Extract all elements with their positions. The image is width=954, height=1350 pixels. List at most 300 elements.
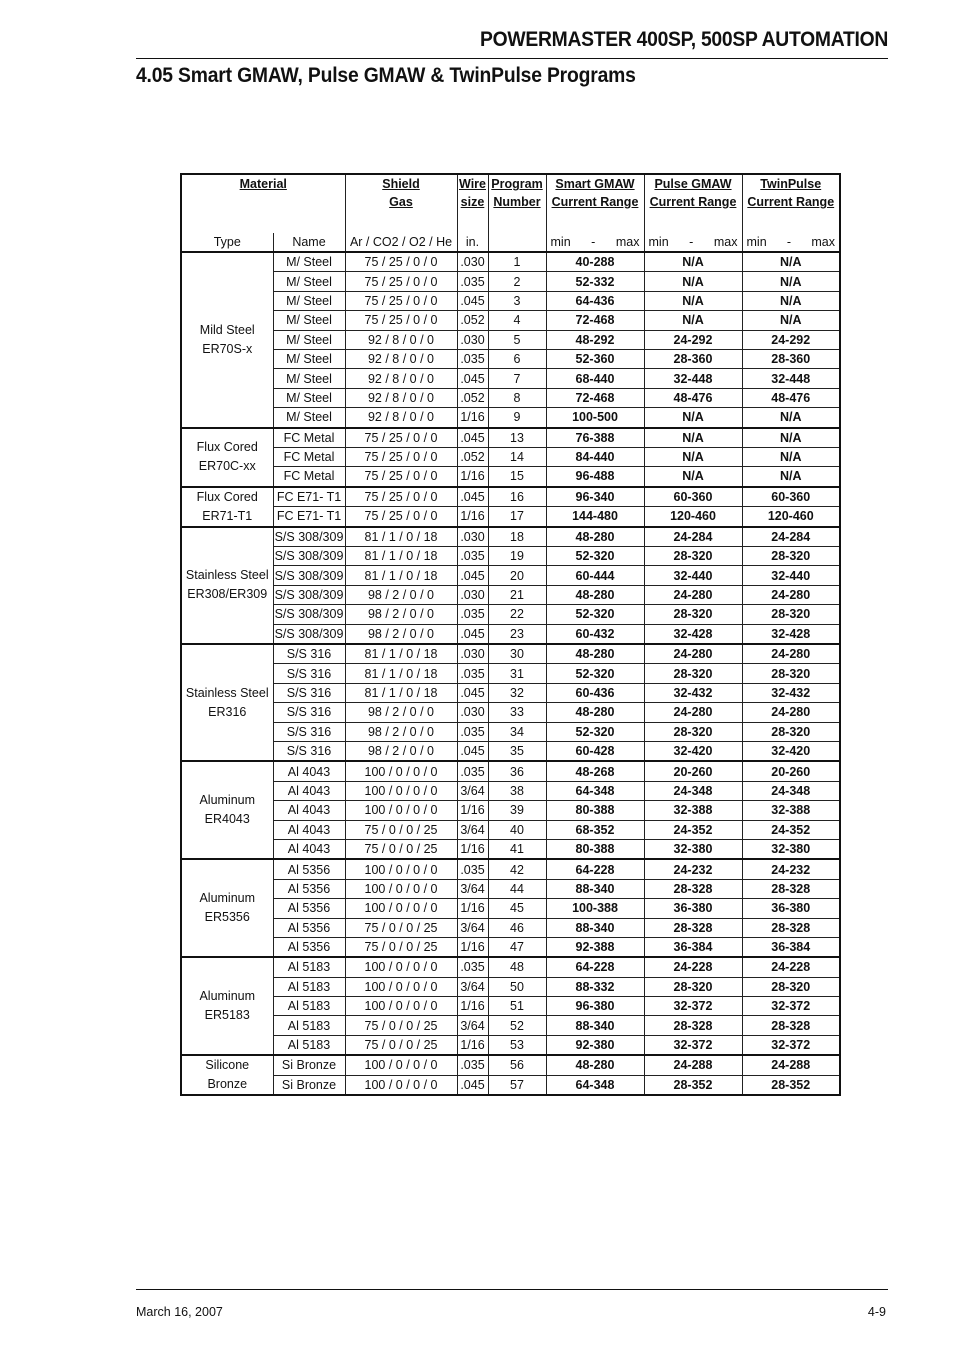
pulse-gmaw-range-cell: 28-328	[644, 1016, 742, 1035]
twinpulse-range-cell: 24-284	[742, 527, 840, 547]
wire-size-cell: .045	[457, 428, 488, 448]
material-type-cell	[181, 957, 273, 1055]
program-number-cell: 50	[488, 977, 546, 996]
wire-size-cell: 1/16	[457, 839, 488, 859]
shield-gas-cell: 92 / 8 / 0 / 0	[345, 388, 457, 407]
material-name-cell: Al 4043	[273, 839, 345, 859]
material-name-cell: S/S 308/309	[273, 585, 345, 604]
material-type-line1: Stainless Steel	[185, 685, 269, 700]
header-program-number: Program Number	[488, 174, 546, 215]
table-row	[181, 467, 840, 487]
material-name-cell: M/ Steel	[273, 408, 345, 428]
pulse-gmaw-range-cell: 32-372	[644, 997, 742, 1016]
table-row	[181, 859, 840, 879]
program-number-cell: 53	[488, 1035, 546, 1055]
pulse-gmaw-range-cell: 32-448	[644, 369, 742, 388]
twinpulse-range-cell: 28-328	[742, 879, 840, 898]
shield-gas-cell: 100 / 0 / 0 / 0	[345, 879, 457, 898]
table-row	[181, 1035, 840, 1055]
shield-gas-cell: 100 / 0 / 0 / 0	[345, 801, 457, 820]
table-row	[181, 839, 840, 859]
material-type-cell	[181, 527, 273, 644]
material-name-cell: S/S 316	[273, 644, 345, 664]
wire-size-cell: .045	[457, 369, 488, 388]
pulse-gmaw-range-cell: 24-284	[644, 527, 742, 547]
twinpulse-range-cell: 24-280	[742, 703, 840, 722]
table-row	[181, 644, 840, 664]
material-type-line1: Mild Steel	[199, 322, 255, 337]
twinpulse-range-cell: 24-288	[742, 1055, 840, 1075]
shield-gas-cell: 100 / 0 / 0 / 0	[345, 781, 457, 800]
material-name-cell: S/S 316	[273, 741, 345, 761]
twinpulse-range-cell: 24-292	[742, 330, 840, 349]
pulse-gmaw-range-cell: 24-288	[644, 1055, 742, 1075]
table-row	[181, 507, 840, 527]
program-number-cell: 4	[488, 311, 546, 330]
shield-gas-cell: 100 / 0 / 0 / 0	[345, 859, 457, 879]
pulse-gmaw-range-cell: 24-280	[644, 644, 742, 664]
twinpulse-range-cell: N/A	[742, 447, 840, 466]
wire-size-cell: 1/16	[457, 997, 488, 1016]
smart-gmaw-range-cell: 80-388	[546, 801, 644, 820]
program-number-cell: 42	[488, 859, 546, 879]
wire-size-cell: .035	[457, 957, 488, 977]
twinpulse-range-cell: 48-476	[742, 388, 840, 407]
table-row	[181, 997, 840, 1016]
material-name-cell: M/ Steel	[273, 330, 345, 349]
smart-gmaw-range-cell: 72-468	[546, 311, 644, 330]
program-number-cell: 17	[488, 507, 546, 527]
table-header	[181, 174, 840, 252]
header-wire-size: Wire size	[457, 174, 488, 215]
header-name: Name	[273, 233, 345, 252]
material-name-cell: M/ Steel	[273, 272, 345, 291]
material-name-cell: M/ Steel	[273, 291, 345, 310]
twinpulse-range-cell: 32-380	[742, 839, 840, 859]
pulse-gmaw-range-cell: 24-232	[644, 859, 742, 879]
material-name-cell: Al 5183	[273, 1035, 345, 1055]
table-row	[181, 605, 840, 624]
material-type-cell	[181, 1055, 273, 1095]
material-type-line2: ER5183	[204, 1008, 250, 1023]
table-body	[181, 252, 840, 1095]
program-number-cell: 45	[488, 899, 546, 918]
wire-size-cell: .035	[457, 664, 488, 683]
twinpulse-range-cell: N/A	[742, 311, 840, 330]
smart-gmaw-range-cell: 52-320	[546, 547, 644, 566]
program-number-cell: 30	[488, 644, 546, 664]
material-name-cell: S/S 316	[273, 722, 345, 741]
program-number-cell: 33	[488, 703, 546, 722]
twinpulse-range-cell: 28-320	[742, 605, 840, 624]
smart-gmaw-range-cell: 64-228	[546, 859, 644, 879]
pulse-gmaw-range-cell: 28-320	[644, 547, 742, 566]
table-row	[181, 527, 840, 547]
smart-gmaw-range-cell: 64-228	[546, 957, 644, 977]
smart-gmaw-range-cell: 92-388	[546, 937, 644, 957]
table-row	[181, 311, 840, 330]
shield-gas-cell: 98 / 2 / 0 / 0	[345, 585, 457, 604]
program-number-cell: 18	[488, 527, 546, 547]
wire-size-cell: 1/16	[457, 937, 488, 957]
pulse-gmaw-range-cell: 32-388	[644, 801, 742, 820]
program-number-cell: 13	[488, 428, 546, 448]
wire-size-cell: .035	[457, 1055, 488, 1075]
shield-gas-cell: 81 / 1 / 0 / 18	[345, 644, 457, 664]
material-type-line2: ER316	[208, 704, 247, 719]
footer-date: March 16, 2007	[136, 1305, 223, 1319]
shield-gas-cell: 75 / 0 / 0 / 25	[345, 820, 457, 839]
material-type-line2: ER70C-xx	[198, 459, 256, 474]
pulse-gmaw-range-cell: 32-372	[644, 1035, 742, 1055]
twinpulse-range-cell: 28-320	[742, 664, 840, 683]
twinpulse-range-cell: 32-428	[742, 624, 840, 644]
table-row	[181, 566, 840, 585]
shield-gas-cell: 75 / 0 / 0 / 25	[345, 839, 457, 859]
program-number-cell: 32	[488, 683, 546, 702]
shield-gas-cell: 100 / 0 / 0 / 0	[345, 977, 457, 996]
shield-gas-cell: 75 / 25 / 0 / 0	[345, 467, 457, 487]
shield-gas-cell: 75 / 25 / 0 / 0	[345, 291, 457, 310]
pulse-gmaw-range-cell: N/A	[644, 252, 742, 272]
twinpulse-range-cell: 24-348	[742, 781, 840, 800]
material-name-cell: Al 5183	[273, 1016, 345, 1035]
table-row	[181, 977, 840, 996]
table-row	[181, 585, 840, 604]
pulse-gmaw-range-cell: 28-328	[644, 879, 742, 898]
shield-gas-cell: 75 / 25 / 0 / 0	[345, 252, 457, 272]
wire-size-cell: .045	[457, 487, 488, 507]
wire-size-cell: .030	[457, 585, 488, 604]
twinpulse-range-cell: 28-320	[742, 547, 840, 566]
table-row	[181, 291, 840, 310]
twinpulse-range-cell: 32-440	[742, 566, 840, 585]
table-row	[181, 918, 840, 937]
material-name-cell: Al 5183	[273, 997, 345, 1016]
pulse-gmaw-range-cell: 60-360	[644, 487, 742, 507]
pulse-gmaw-range-cell: 24-280	[644, 585, 742, 604]
shield-gas-cell: 81 / 1 / 0 / 18	[345, 527, 457, 547]
shield-gas-cell: 75 / 25 / 0 / 0	[345, 311, 457, 330]
program-number-cell: 31	[488, 664, 546, 683]
table-row	[181, 761, 840, 781]
table-row	[181, 388, 840, 407]
material-type-line2: ER71-T1	[202, 508, 253, 523]
smart-gmaw-range-cell: 64-436	[546, 291, 644, 310]
material-name-cell: Al 5183	[273, 977, 345, 996]
shield-gas-cell: 75 / 25 / 0 / 0	[345, 272, 457, 291]
table-row	[181, 487, 840, 507]
pulse-gmaw-range-cell: 32-440	[644, 566, 742, 585]
table-row	[181, 664, 840, 683]
smart-gmaw-range-cell: 48-280	[546, 527, 644, 547]
program-number-cell: 7	[488, 369, 546, 388]
wire-size-cell: .035	[457, 547, 488, 566]
smart-gmaw-range-cell: 84-440	[546, 447, 644, 466]
wire-size-cell: .035	[457, 859, 488, 879]
pulse-gmaw-range-cell: 32-380	[644, 839, 742, 859]
table-row	[181, 272, 840, 291]
twinpulse-range-cell: 24-232	[742, 859, 840, 879]
shield-gas-cell: 98 / 2 / 0 / 0	[345, 703, 457, 722]
material-type-cell	[181, 252, 273, 428]
pulse-gmaw-range-cell: 24-228	[644, 957, 742, 977]
section-title: 4.05 Smart GMAW, Pulse GMAW & TwinPulse Programs	[136, 64, 636, 87]
shield-gas-cell: 100 / 0 / 0 / 0	[345, 997, 457, 1016]
twinpulse-range-cell: N/A	[742, 252, 840, 272]
material-type-line2: ER70S-x	[202, 341, 253, 356]
program-number-cell: 8	[488, 388, 546, 407]
table-row	[181, 349, 840, 368]
material-name-cell: Al 5356	[273, 937, 345, 957]
smart-gmaw-range-cell: 52-360	[546, 349, 644, 368]
material-type-line1: Silicone	[205, 1058, 250, 1073]
header-pulse-range-units: min - max	[644, 233, 742, 252]
material-name-cell: FC Metal	[273, 467, 345, 487]
material-name-cell: Si Bronze	[273, 1075, 345, 1095]
twinpulse-range-cell: N/A	[742, 272, 840, 291]
material-name-cell: S/S 316	[273, 664, 345, 683]
program-number-cell: 9	[488, 408, 546, 428]
wire-size-cell: .035	[457, 605, 488, 624]
shield-gas-cell: 81 / 1 / 0 / 18	[345, 566, 457, 585]
table-row	[181, 957, 840, 977]
header-type: Type	[181, 233, 273, 252]
wire-size-cell: 3/64	[457, 1016, 488, 1035]
smart-gmaw-range-cell: 40-288	[546, 252, 644, 272]
shield-gas-cell: 98 / 2 / 0 / 0	[345, 741, 457, 761]
program-number-cell: 5	[488, 330, 546, 349]
pulse-gmaw-range-cell: 48-476	[644, 388, 742, 407]
program-number-cell: 38	[488, 781, 546, 800]
pulse-gmaw-range-cell: N/A	[644, 447, 742, 466]
program-number-cell: 46	[488, 918, 546, 937]
material-type-cell	[181, 644, 273, 761]
twinpulse-range-cell: 28-328	[742, 1016, 840, 1035]
smart-gmaw-range-cell: 88-340	[546, 918, 644, 937]
wire-size-cell: .045	[457, 741, 488, 761]
pulse-gmaw-range-cell: 32-428	[644, 624, 742, 644]
pulse-gmaw-range-cell: 20-260	[644, 761, 742, 781]
smart-gmaw-range-cell: 96-488	[546, 467, 644, 487]
twinpulse-range-cell: 24-280	[742, 644, 840, 664]
material-name-cell: Al 5356	[273, 859, 345, 879]
material-name-cell: S/S 308/309	[273, 547, 345, 566]
material-name-cell: Al 4043	[273, 820, 345, 839]
program-number-cell: 36	[488, 761, 546, 781]
material-name-cell: M/ Steel	[273, 349, 345, 368]
twinpulse-range-cell: 32-372	[742, 1035, 840, 1055]
table-row	[181, 252, 840, 272]
smart-gmaw-range-cell: 60-428	[546, 741, 644, 761]
smart-gmaw-range-cell: 144-480	[546, 507, 644, 527]
twinpulse-range-cell: 32-448	[742, 369, 840, 388]
material-type-line1: Flux Cored	[196, 489, 258, 504]
wire-size-cell: .045	[457, 683, 488, 702]
footer-page-number: 4-9	[867, 1305, 886, 1319]
smart-gmaw-range-cell: 52-332	[546, 272, 644, 291]
smart-gmaw-range-cell: 92-380	[546, 1035, 644, 1055]
material-name-cell: Al 4043	[273, 761, 345, 781]
table-row	[181, 428, 840, 448]
material-type-line2: ER4043	[204, 812, 250, 827]
shield-gas-cell: 92 / 8 / 0 / 0	[345, 369, 457, 388]
program-number-cell: 56	[488, 1055, 546, 1075]
shield-gas-cell: 81 / 1 / 0 / 18	[345, 683, 457, 702]
material-type-line1: Aluminum	[199, 989, 256, 1004]
header-wire-units: in.	[457, 233, 488, 252]
header-rule	[136, 58, 888, 59]
table-row	[181, 547, 840, 566]
material-name-cell: FC E71- T1	[273, 507, 345, 527]
shield-gas-cell: 100 / 0 / 0 / 0	[345, 899, 457, 918]
shield-gas-cell: 75 / 25 / 0 / 0	[345, 487, 457, 507]
smart-gmaw-range-cell: 60-432	[546, 624, 644, 644]
material-name-cell: S/S 308/309	[273, 566, 345, 585]
table-row	[181, 1016, 840, 1035]
material-name-cell: M/ Steel	[273, 252, 345, 272]
footer-rule	[136, 1289, 888, 1290]
smart-gmaw-range-cell: 80-388	[546, 839, 644, 859]
material-name-cell: Si Bronze	[273, 1055, 345, 1075]
shield-gas-cell: 75 / 25 / 0 / 0	[345, 447, 457, 466]
shield-gas-cell: 98 / 2 / 0 / 0	[345, 722, 457, 741]
material-name-cell: FC Metal	[273, 447, 345, 466]
material-type-line2: ER308/ER309	[187, 587, 268, 602]
program-number-cell: 20	[488, 566, 546, 585]
wire-size-cell: .030	[457, 252, 488, 272]
program-number-cell: 34	[488, 722, 546, 741]
wire-size-cell: .045	[457, 1075, 488, 1095]
pulse-gmaw-range-cell: 28-320	[644, 664, 742, 683]
program-number-cell: 16	[488, 487, 546, 507]
smart-gmaw-range-cell: 48-268	[546, 761, 644, 781]
twinpulse-range-cell: 28-352	[742, 1075, 840, 1095]
header-smart-gmaw: Smart GMAW Current Range	[546, 174, 644, 215]
table-row	[181, 1075, 840, 1095]
wire-size-cell: .035	[457, 349, 488, 368]
wire-size-cell: .030	[457, 644, 488, 664]
wire-size-cell: 3/64	[457, 918, 488, 937]
pulse-gmaw-range-cell: 24-348	[644, 781, 742, 800]
twinpulse-range-cell: 28-320	[742, 722, 840, 741]
wire-size-cell: .052	[457, 311, 488, 330]
wire-size-cell: .035	[457, 722, 488, 741]
table-row	[181, 447, 840, 466]
twinpulse-range-cell: 28-320	[742, 977, 840, 996]
wire-size-cell: .045	[457, 624, 488, 644]
material-name-cell: S/S 308/309	[273, 527, 345, 547]
material-name-cell: Al 5183	[273, 957, 345, 977]
material-type-cell	[181, 859, 273, 957]
smart-gmaw-range-cell: 76-388	[546, 428, 644, 448]
program-number-cell: 51	[488, 997, 546, 1016]
header-material: Material	[239, 177, 287, 191]
smart-gmaw-range-cell: 96-380	[546, 997, 644, 1016]
pulse-gmaw-range-cell: N/A	[644, 272, 742, 291]
wire-size-cell: .030	[457, 330, 488, 349]
wire-size-cell: 1/16	[457, 467, 488, 487]
twinpulse-range-cell: 120-460	[742, 507, 840, 527]
material-type-line1: Aluminum	[199, 891, 256, 906]
shield-gas-cell: 75 / 25 / 0 / 0	[345, 428, 457, 448]
program-number-cell: 48	[488, 957, 546, 977]
table-row	[181, 722, 840, 741]
table-row	[181, 1055, 840, 1075]
table-row	[181, 330, 840, 349]
smart-gmaw-range-cell: 68-440	[546, 369, 644, 388]
wire-size-cell: 1/16	[457, 507, 488, 527]
material-name-cell: S/S 316	[273, 703, 345, 722]
pulse-gmaw-range-cell: 120-460	[644, 507, 742, 527]
wire-size-cell: .035	[457, 761, 488, 781]
shield-gas-cell: 92 / 8 / 0 / 0	[345, 330, 457, 349]
material-name-cell: FC Metal	[273, 428, 345, 448]
twinpulse-range-cell: 60-360	[742, 487, 840, 507]
table-row	[181, 408, 840, 428]
shield-gas-cell: 75 / 0 / 0 / 25	[345, 918, 457, 937]
pulse-gmaw-range-cell: 24-292	[644, 330, 742, 349]
pulse-gmaw-range-cell: N/A	[644, 408, 742, 428]
program-number-cell: 6	[488, 349, 546, 368]
twinpulse-range-cell: N/A	[742, 408, 840, 428]
smart-gmaw-range-cell: 52-320	[546, 664, 644, 683]
program-number-cell: 1	[488, 252, 546, 272]
material-name-cell: S/S 308/309	[273, 624, 345, 644]
pulse-gmaw-range-cell: 32-432	[644, 683, 742, 702]
wire-size-cell: 1/16	[457, 801, 488, 820]
program-number-cell: 3	[488, 291, 546, 310]
table-row	[181, 801, 840, 820]
table-row	[181, 820, 840, 839]
program-number-cell: 14	[488, 447, 546, 466]
wire-size-cell: 1/16	[457, 1035, 488, 1055]
twinpulse-range-cell: N/A	[742, 467, 840, 487]
smart-gmaw-range-cell: 64-348	[546, 781, 644, 800]
table-row	[181, 781, 840, 800]
material-name-cell: Al 4043	[273, 781, 345, 800]
program-number-cell: 40	[488, 820, 546, 839]
pulse-gmaw-range-cell: N/A	[644, 467, 742, 487]
shield-gas-cell: 75 / 0 / 0 / 25	[345, 937, 457, 957]
shield-gas-cell: 92 / 8 / 0 / 0	[345, 349, 457, 368]
header-gas-units: Ar / CO2 / O2 / He	[345, 233, 457, 252]
twinpulse-range-cell: 36-380	[742, 899, 840, 918]
material-name-cell: FC E71- T1	[273, 487, 345, 507]
shield-gas-cell: 98 / 2 / 0 / 0	[345, 624, 457, 644]
shield-gas-cell: 75 / 0 / 0 / 25	[345, 1016, 457, 1035]
pulse-gmaw-range-cell: 28-360	[644, 349, 742, 368]
material-name-cell: M/ Steel	[273, 311, 345, 330]
table-row	[181, 879, 840, 898]
twinpulse-range-cell: 32-420	[742, 741, 840, 761]
pulse-gmaw-range-cell: 32-420	[644, 741, 742, 761]
program-number-cell: 35	[488, 741, 546, 761]
shield-gas-cell: 100 / 0 / 0 / 0	[345, 1075, 457, 1095]
shield-gas-cell: 100 / 0 / 0 / 0	[345, 761, 457, 781]
shield-gas-cell: 100 / 0 / 0 / 0	[345, 1055, 457, 1075]
shield-gas-cell: 98 / 2 / 0 / 0	[345, 605, 457, 624]
program-number-cell: 57	[488, 1075, 546, 1095]
smart-gmaw-range-cell: 88-332	[546, 977, 644, 996]
smart-gmaw-range-cell: 100-388	[546, 899, 644, 918]
program-number-cell: 2	[488, 272, 546, 291]
pulse-gmaw-range-cell: N/A	[644, 291, 742, 310]
twinpulse-range-cell: 28-360	[742, 349, 840, 368]
pulse-gmaw-range-cell: 28-320	[644, 722, 742, 741]
wire-size-cell: .035	[457, 272, 488, 291]
wire-size-cell: 3/64	[457, 820, 488, 839]
